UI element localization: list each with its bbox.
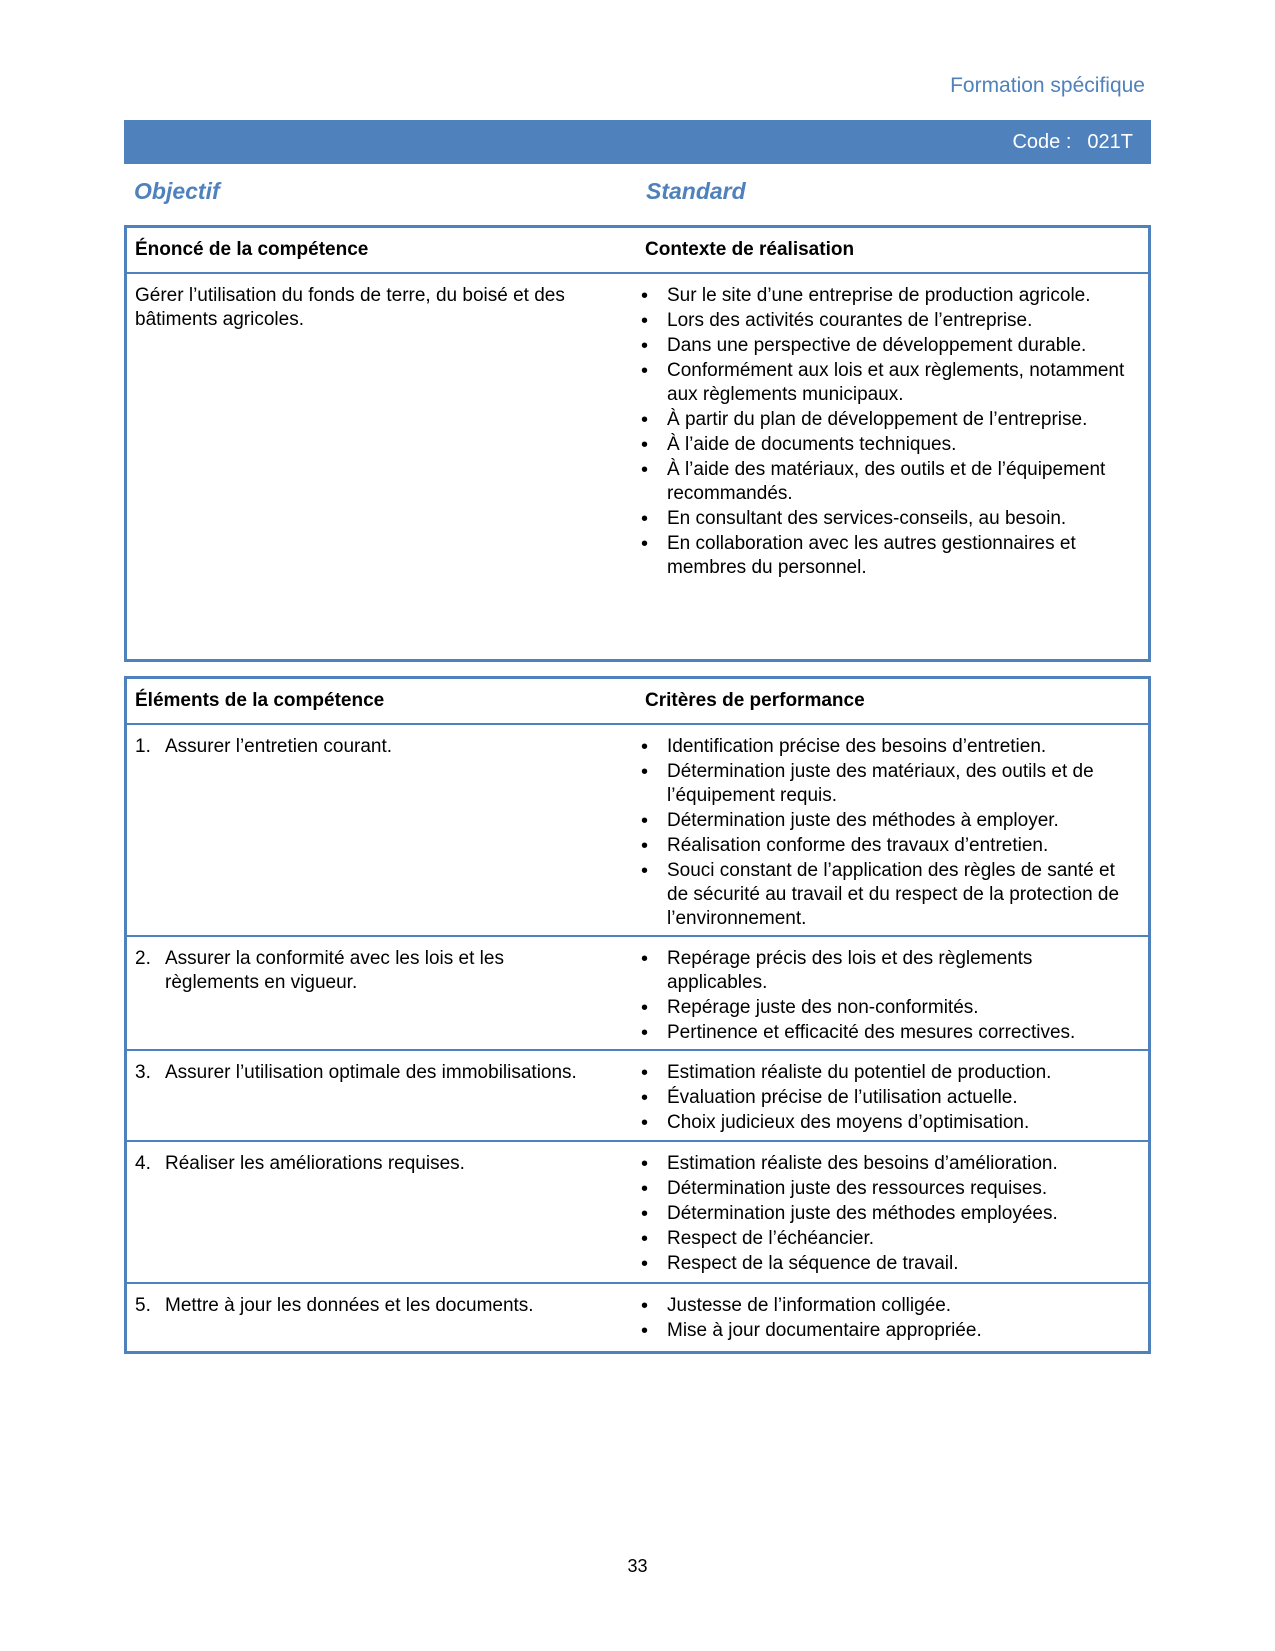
competence-statement-table <box>124 225 1151 662</box>
list-item: • Respect de la séquence de travail. <box>637 1252 1138 1276</box>
page-number: 33 <box>627 1556 648 1576</box>
list-item: • Conformément aux lois et aux règlements, notamment aux règlements municipaux. <box>637 359 1138 407</box>
element-cell <box>127 735 637 935</box>
elements-rows <box>127 725 1148 1350</box>
table-row <box>127 1051 1148 1142</box>
element-cell <box>127 1294 637 1350</box>
list-item: • Estimation réaliste du potentiel de production. <box>637 1061 1138 1085</box>
criteria-cell <box>637 1152 1148 1282</box>
list-item: • Évaluation précise de l’utilisation actuelle. <box>637 1086 1138 1110</box>
table-header <box>127 228 1148 274</box>
element-number: 5. <box>135 1295 151 1316</box>
element-text: Réaliser les améliorations requises. <box>165 1153 465 1174</box>
element-text: Assurer l’entretien courant. <box>165 736 393 757</box>
list-item: • Lors des activités courantes de l’entreprise. <box>637 309 1138 333</box>
table-row <box>127 1284 1148 1350</box>
code-bar <box>124 120 1151 164</box>
code-label: Code : <box>1012 130 1072 153</box>
element-text: Assurer l’utilisation optimale des immobilisations. <box>165 1062 577 1083</box>
list-item: • Détermination juste des matériaux, des outils et de l’équipement requis. <box>637 760 1138 808</box>
table-body <box>127 274 1148 581</box>
list-item: • À l’aide de documents techniques. <box>637 433 1138 457</box>
table-row <box>127 1142 1148 1284</box>
criteria-cell <box>637 1294 1148 1350</box>
criteria-list <box>637 1152 1138 1276</box>
criteria-list <box>637 947 1138 1045</box>
header-elements: Éléments de la compétence <box>135 690 385 711</box>
list-item: • À l’aide des matériaux, des outils et de l’équipement recommandés. <box>637 458 1138 506</box>
list-item: • Pertinence et efficacité des mesures correctives. <box>637 1021 1138 1045</box>
element-number: 3. <box>135 1062 151 1083</box>
section-title-objectif: Objectif <box>134 178 220 204</box>
competence-statement: Gérer l’utilisation du fonds de terre, du boisé et des bâtiments agricoles. <box>135 285 565 330</box>
list-item: • Réalisation conforme des travaux d’entretien. <box>637 834 1138 858</box>
table-row <box>127 937 1148 1051</box>
criteria-list <box>637 1061 1138 1135</box>
list-item: • Mise à jour documentaire appropriée. <box>637 1319 1138 1343</box>
header-contexte: Contexte de réalisation <box>645 239 855 260</box>
list-item: • Souci constant de l’application des règles de santé et de sécurité au travail et du respect de la protection de l’environnement. <box>637 859 1138 931</box>
element-number: 4. <box>135 1153 151 1174</box>
context-list <box>637 284 1138 580</box>
list-item: • Repérage précis des lois et des règlements applicables. <box>637 947 1138 995</box>
header-enonce: Énoncé de la compétence <box>135 239 369 260</box>
list-item: • Sur le site d’une entreprise de production agricole. <box>637 284 1138 308</box>
element-cell <box>127 947 637 1049</box>
element-text: Mettre à jour les données et les documents. <box>165 1295 534 1316</box>
list-item: • Justesse de l’information colligée. <box>637 1294 1138 1318</box>
list-item: • Détermination juste des méthodes employées. <box>637 1202 1138 1226</box>
numbered-element <box>135 1294 637 1318</box>
criteria-cell <box>637 735 1148 935</box>
list-item: • Détermination juste des ressources requises. <box>637 1177 1138 1201</box>
competence-elements-table <box>124 676 1151 1354</box>
criteria-cell <box>637 947 1148 1049</box>
list-item: • En collaboration avec les autres gestionnaires et membres du personnel. <box>637 532 1138 580</box>
list-item: • À partir du plan de développement de l’entreprise. <box>637 408 1138 432</box>
numbered-element <box>135 1152 637 1176</box>
list-item: • Dans une perspective de développement durable. <box>637 334 1138 358</box>
list-item: • Détermination juste des méthodes à employer. <box>637 809 1138 833</box>
section-title-standard: Standard <box>646 178 746 204</box>
criteria-list <box>637 735 1138 931</box>
code-value: 021T <box>1087 130 1133 153</box>
list-item: • Choix judicieux des moyens d’optimisation. <box>637 1111 1138 1135</box>
table-row <box>127 725 1148 937</box>
criteria-list <box>637 1294 1138 1343</box>
element-text: Assurer la conformité avec les lois et les règlements en vigueur. <box>165 948 504 993</box>
list-item: • Estimation réaliste des besoins d’amélioration. <box>637 1152 1138 1176</box>
numbered-element <box>135 735 637 759</box>
criteria-cell <box>637 1061 1148 1140</box>
list-item: • Respect de l’échéancier. <box>637 1227 1138 1251</box>
numbered-element <box>135 947 637 995</box>
header-criteres: Critères de performance <box>645 690 865 711</box>
numbered-element <box>135 1061 637 1085</box>
list-item: • En consultant des services-conseils, au besoin. <box>637 507 1138 531</box>
context-list-wrap <box>637 284 1148 581</box>
element-cell <box>127 1152 637 1282</box>
element-number: 1. <box>135 736 151 757</box>
element-cell <box>127 1061 637 1140</box>
document-header-title: Formation spécifique <box>950 74 1145 97</box>
list-item: • Identification précise des besoins d’entretien. <box>637 735 1138 759</box>
table-header <box>127 679 1148 725</box>
list-item: • Repérage juste des non-conformités. <box>637 996 1138 1020</box>
element-number: 2. <box>135 948 151 969</box>
